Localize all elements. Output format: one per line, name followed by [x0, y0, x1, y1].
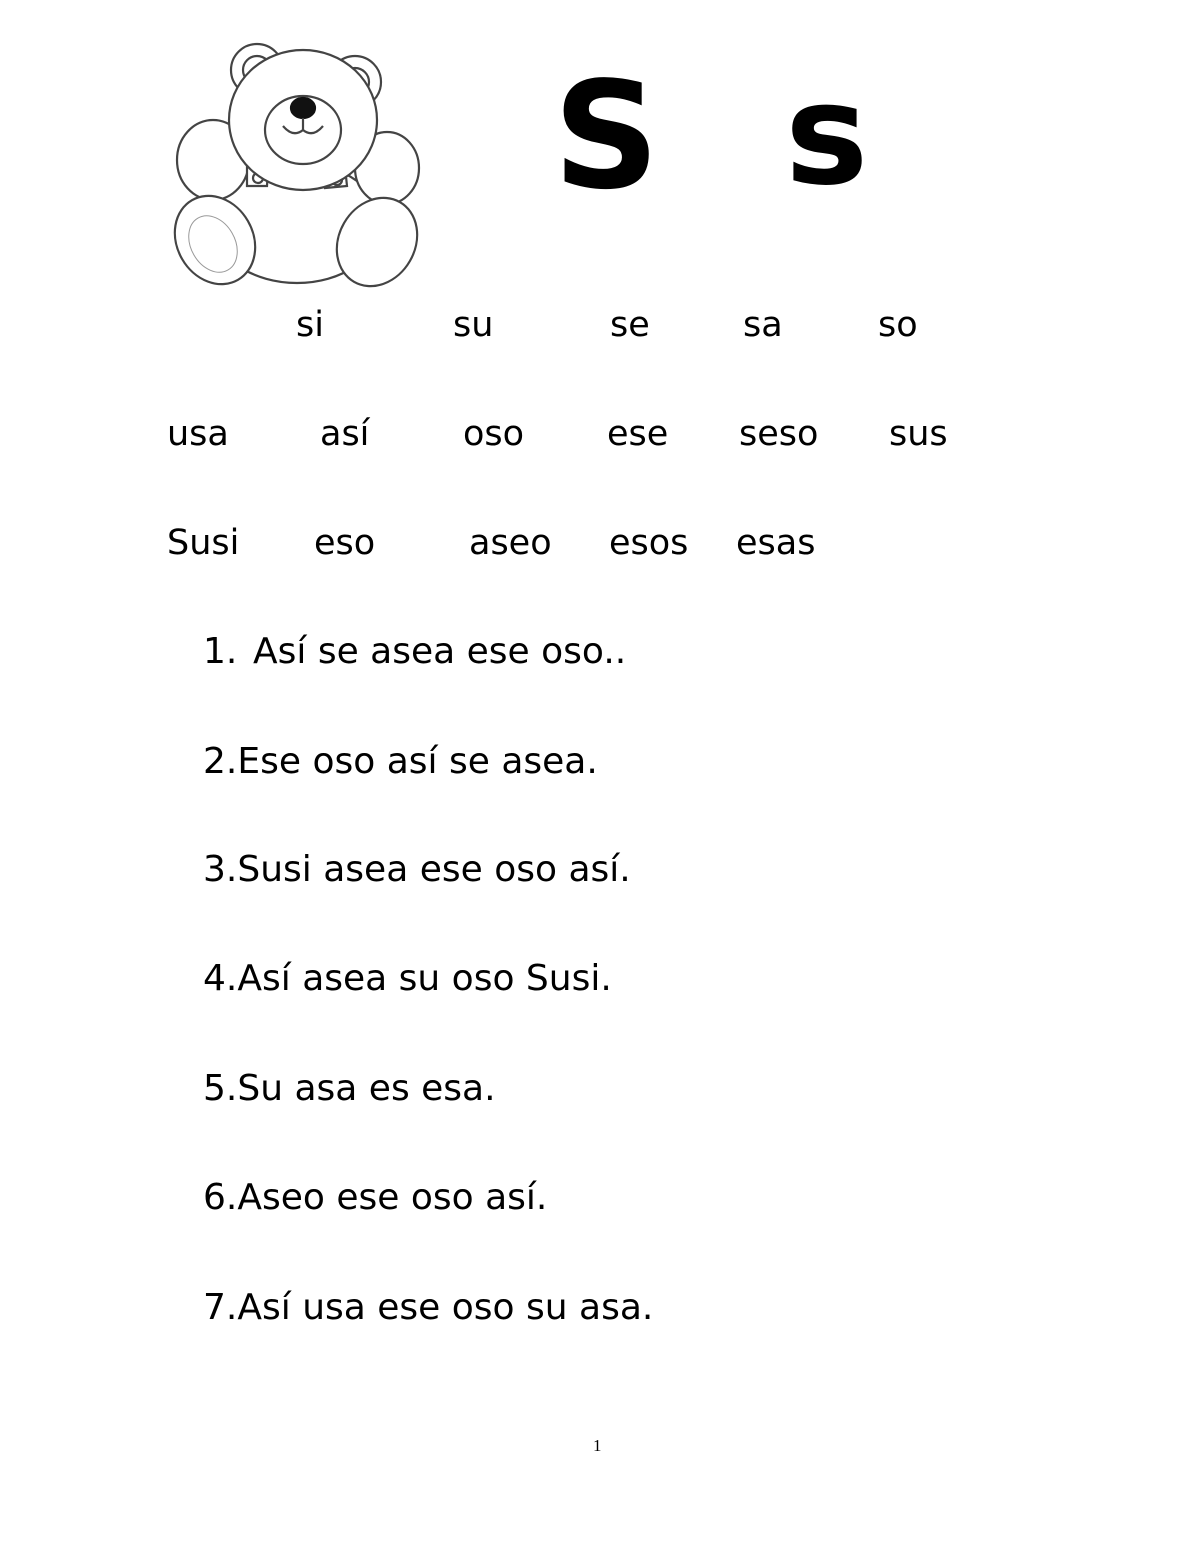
sentence-item [203, 741, 598, 782]
word: Susi [167, 523, 240, 563]
sentence-text: Así asea su oso Susi. [237, 958, 612, 999]
sentence-number: 2. [203, 741, 238, 782]
sentence-number: 4. [203, 958, 238, 999]
sentence-item [203, 849, 631, 890]
sentence-item [203, 1287, 654, 1328]
sentence-item [203, 1177, 548, 1218]
letter-uppercase: S [553, 50, 660, 222]
sentence-text: Su asa es esa. [237, 1068, 496, 1109]
sentence-text: Así usa ese oso su asa. [237, 1287, 654, 1328]
sentence-text: Aseo ese oso así. [237, 1177, 548, 1218]
word: usa [167, 414, 229, 454]
sentence-item [203, 958, 612, 999]
word: esos [609, 523, 689, 563]
sentence-number: 5. [203, 1068, 238, 1109]
word: así [320, 414, 370, 454]
sentence-number: 7. [203, 1287, 238, 1328]
word: aseo [469, 523, 552, 563]
sentence-item [203, 631, 627, 672]
sentence-item [203, 1068, 496, 1109]
sentence-number: 3. [203, 849, 238, 890]
sentence-text: Susi asea ese oso así. [237, 849, 631, 890]
syllable: so [878, 305, 918, 345]
word: oso [463, 414, 525, 454]
word: sus [889, 414, 948, 454]
sentence-text: Ese oso así se asea. [237, 741, 598, 782]
sentence-number: 6. [203, 1177, 238, 1218]
sentence-text: Así se asea ese oso.. [253, 631, 627, 672]
teddy-bear-image [165, 38, 427, 290]
syllable: si [296, 305, 324, 345]
letter-lowercase: s [785, 54, 869, 217]
word: seso [739, 414, 819, 454]
word: esas [736, 523, 816, 563]
page-number: 1 [593, 1436, 602, 1455]
syllable: su [453, 305, 494, 345]
word: eso [314, 523, 376, 563]
syllable: sa [743, 305, 783, 345]
word: ese [607, 414, 669, 454]
sentence-number: 1. [203, 631, 238, 672]
syllable: se [610, 305, 650, 345]
